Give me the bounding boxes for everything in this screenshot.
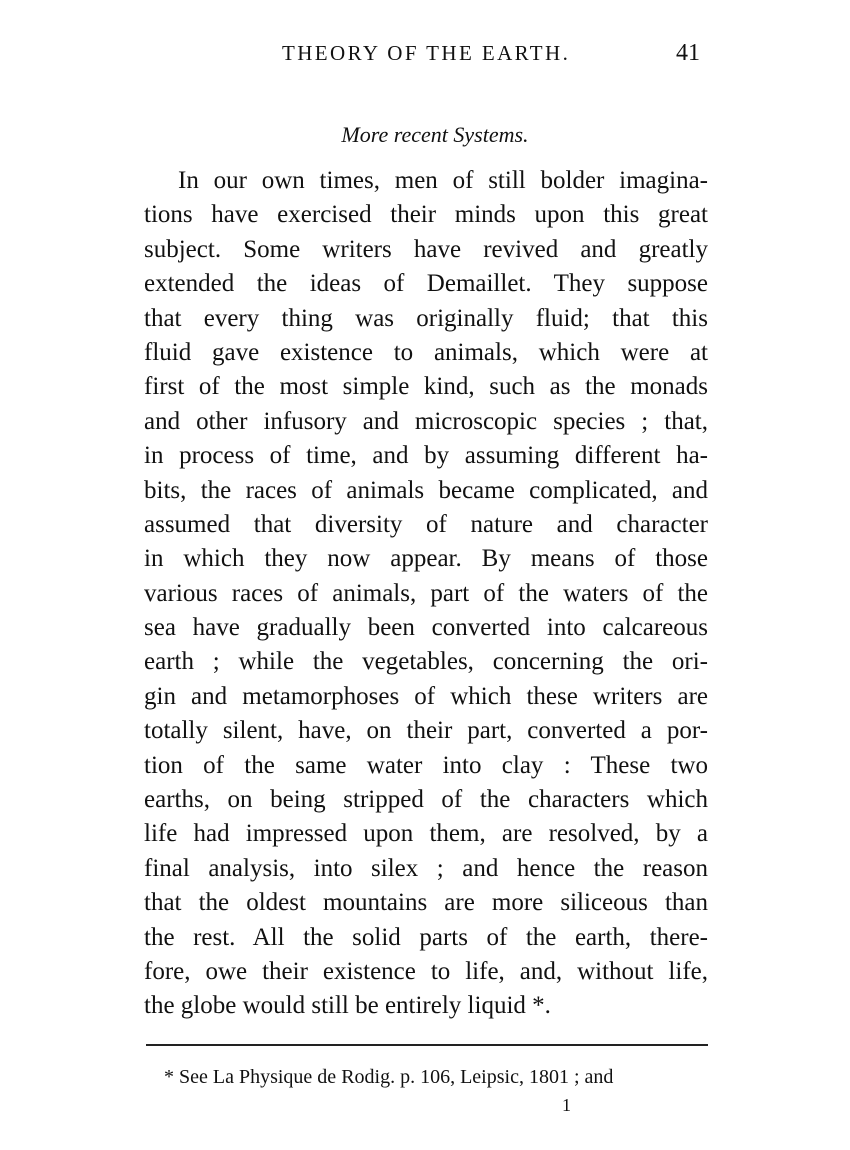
text-line: fore, owe their existence to life, and, without life, (144, 957, 708, 985)
text-line: totally silent, have, on their part, converted a por- (144, 717, 708, 745)
text-line: the rest. All the solid parts of the earth, there- (144, 923, 708, 951)
text-line: that every thing was originally fluid; that this (144, 304, 708, 332)
text-line: subject. Some writers have revived and greatly (144, 235, 708, 263)
body-paragraph (144, 164, 708, 1024)
footnote: * See La Physique de Rodig. p. 106, Leipsic, 1801 ; and (164, 1066, 614, 1088)
text-line: tion of the same water into clay : These two (144, 751, 708, 779)
text-line: earth ; while the vegetables, concerning the ori- (144, 648, 708, 676)
section-heading: More recent Systems. (341, 122, 529, 147)
text-line: fluid gave existence to animals, which were at (144, 338, 708, 366)
text-line: gin and metamorphoses of which these writers are (144, 682, 708, 710)
text-line: extended the ideas of Demaillet. They suppose (144, 270, 708, 298)
page-number: 41 (676, 40, 700, 66)
text-line: In our own times, men of still bolder imagina- (178, 167, 708, 194)
text-line: tions have exercised their minds upon this great (144, 201, 708, 229)
text-line: sea have gradually been converted into calcareous (144, 614, 708, 642)
text-line: that the oldest mountains are more siliceous than (144, 889, 708, 917)
footnote-rule (146, 1044, 708, 1046)
text-line: final analysis, into silex ; and hence the reason (144, 854, 708, 882)
text-line: in which they now appear. By means of those (144, 545, 708, 573)
text-line: first of the most simple kind, such as the monads (144, 373, 708, 401)
text-line: life had impressed upon them, are resolved, by a (144, 820, 708, 848)
running-title: THEORY OF THE EARTH. (282, 41, 571, 65)
text-line: earths, on being stripped of the characters which (144, 786, 708, 814)
text-line: various races of animals, part of the waters of the (144, 579, 708, 607)
signature-mark: 1 (562, 1095, 571, 1115)
text-line: the globe would still be entirely liquid *. (144, 992, 551, 1020)
text-line: assumed that diversity of nature and character (144, 510, 708, 538)
running-head (0, 36, 850, 70)
text-line: bits, the races of animals became complicated, and (144, 476, 708, 504)
text-line: and other infusory and microscopic species ; that, (144, 407, 708, 435)
text-line: in process of time, and by assuming different ha- (144, 442, 708, 470)
